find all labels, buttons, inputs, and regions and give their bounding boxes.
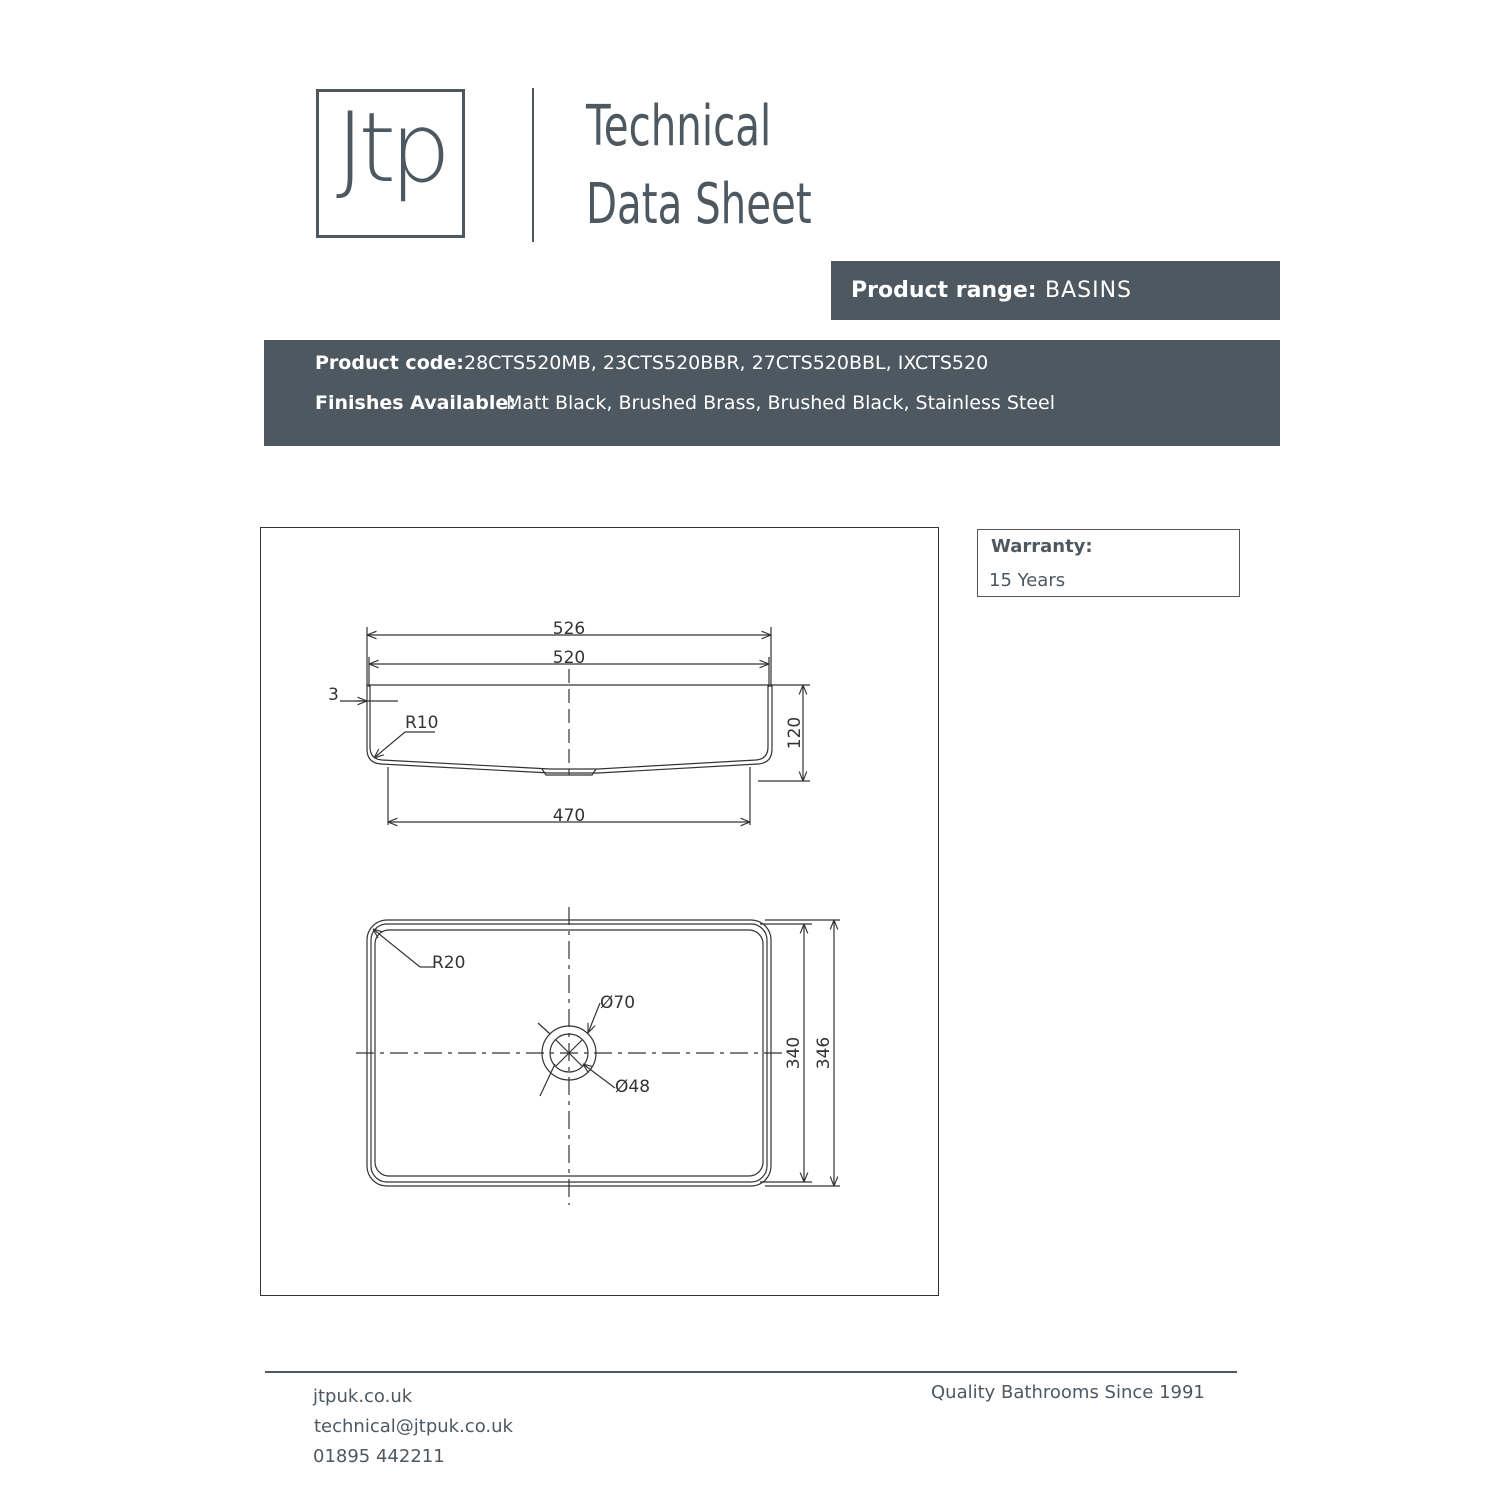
technical-drawing [260, 527, 939, 1296]
dim-label-470: 470 [552, 806, 586, 826]
footer-tagline: Quality Bathrooms Since 1991 [931, 1382, 1205, 1403]
warranty-label: Warranty: [991, 536, 1093, 557]
dim-label-r10: R10 [405, 713, 439, 733]
top-view [356, 907, 840, 1205]
dim-label-526: 526 [552, 619, 586, 639]
warranty-value: 15 Years [989, 570, 1066, 591]
doc-title-line2: Data Sheet [586, 172, 812, 237]
dim-label-wall: 3 [328, 685, 339, 705]
footer-phone: 01895 442211 [313, 1446, 445, 1467]
finishes-label: Finishes Available: [315, 392, 516, 414]
dim-label-340: 340 [784, 1036, 804, 1070]
dim-label-dia70: Ø70 [600, 993, 636, 1013]
product-range-label: Product range: [851, 278, 1037, 303]
company-logo: Jtp [336, 92, 445, 204]
product-code-value: 28CTS520MB, 23CTS520BBR, 27CTS520BBL, IXCTS520 [464, 352, 989, 374]
footer-email[interactable]: technical@jtpuk.co.uk [314, 1416, 513, 1437]
dim-label-520: 520 [552, 648, 586, 668]
doc-title-line1: Technical [586, 94, 772, 159]
product-code-label: Product code: [315, 352, 464, 374]
header-divider [532, 88, 534, 242]
dim-label-346: 346 [814, 1036, 834, 1070]
footer-rule [265, 1371, 1237, 1373]
product-range-value: BASINS [1045, 278, 1133, 303]
dim-label-120: 120 [785, 716, 805, 750]
footer-website[interactable]: jtpuk.co.uk [313, 1386, 413, 1407]
dim-label-r20: R20 [432, 953, 466, 973]
dim-label-dia48: Ø48 [615, 1077, 651, 1097]
finishes-value: Matt Black, Brushed Brass, Brushed Black, Stainless Steel [506, 392, 1055, 414]
